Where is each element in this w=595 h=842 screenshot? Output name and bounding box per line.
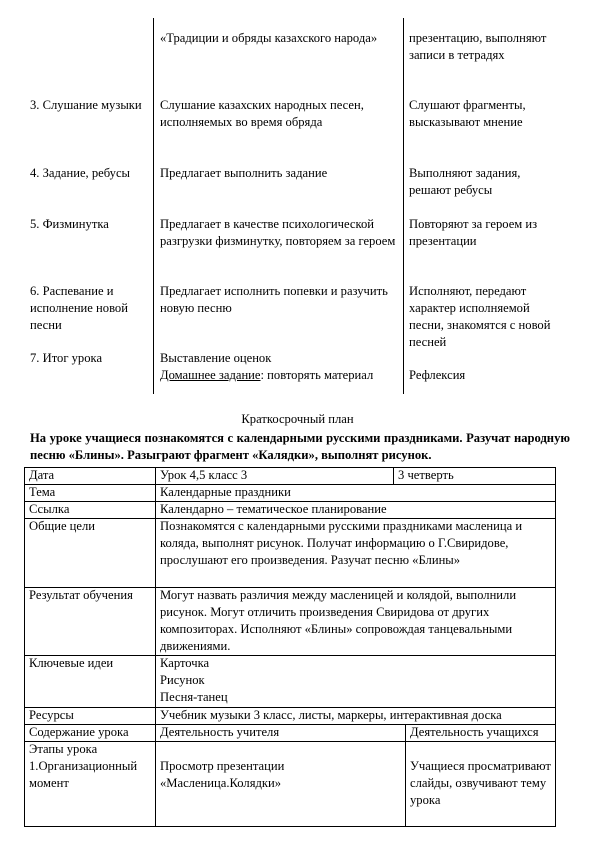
top-table-divider-1 [153,18,154,394]
plan-vline [405,724,406,827]
link-label: Ссылка [29,502,70,516]
plan-vline [24,467,25,827]
quarter-value: 3 четверть [398,468,454,482]
homework-line [160,367,400,384]
idea-item: Песня-танец [160,690,228,704]
top-table-divider-2 [403,18,404,394]
plan-hline [24,826,556,827]
idea-item: Рисунок [160,673,205,687]
plan-vline [155,467,156,827]
resources-label: Ресурсы [29,708,74,722]
stages-label: Этапы урока [29,742,98,756]
top-row4-teacher: Предлагает в качестве психологической разгрузки физминутку, повторяем за героем [160,217,396,248]
top-row6-stage: 7. Итог урока [30,351,103,365]
result-value: Могут назвать различия между масленицей и колядой, выполнили рисунок. Могут отличить произведения Свиридова от других композиторах. Исполняют «Блины» сопровождая танцевальными движениями. [160,588,517,653]
grades-text: Выставление оценок [160,351,272,365]
top-row4-stage: 5. Физминутка [30,217,109,231]
topic-label: Тема [29,485,56,499]
top-row5-stage: 6. Распевание и исполнение новой песни [30,284,128,332]
top-row3-stage: 4. Задание, ребусы [30,166,131,180]
top-row5-teacher: Предлагает исполнить попевки и разучить новую песню [160,284,388,315]
students-header: Деятельность учащихся [410,725,539,739]
top-row2-teacher: Слушание казахских народных песен, исполняемых во время обряда [160,98,364,129]
top-row6-students: Рефлексия [409,368,466,382]
top-row6-teacher [160,350,400,384]
homework-link[interactable]: Домашнее задание [160,368,261,382]
ideas-label: Ключевые идеи [29,656,114,670]
plan-hline [24,741,556,742]
plan-intro: На уроке учащиеся познакомятся с календарными русскими праздниками. Разучат народную песню «Блины». Разыграют фрагмент «Калядки», выполнят рисунок. [30,431,570,462]
stage1-students: Учащиеся просматривают слайды, озвучивают тему урока [410,759,551,807]
goals-value: Познакомятся с календарными русскими праздниками масленица и коляда, выполнят рисунок. Получат информацию о Г.Свиридове, прослушают его произведения. Разучат песню «Блины» [160,519,523,567]
stage1-label: 1.Организационный момент [29,759,138,790]
top-row3-teacher: Предлагает выполнить задание [160,166,328,180]
plan-title: Краткосрочный план [241,412,354,426]
homework-text: : повторять материал [260,368,374,382]
top-row5-students: Исполняют, передают характер исполняемой песни, знакомятся с новой песней [409,284,551,349]
resources-value: Учебник музыки 3 класс, листы, маркеры, интерактивная доска [160,708,502,722]
top-row2-stage: 3. Слушание музыки [30,98,142,112]
teacher-header: Деятельность учителя [160,725,280,739]
ideas-list [160,655,228,706]
plan-vline [393,467,394,484]
top-row4-students: Повторяют за героем из презентации [409,217,538,248]
plan-hline [24,467,556,468]
idea-item: Карточка [160,656,210,670]
top-row1-students: презентацию, выполняют записи в тетрадях [409,31,547,62]
goals-label: Общие цели [29,519,96,533]
link-value: Календарно – тематическое планирование [160,502,387,516]
result-label: Результат обучения [29,588,133,602]
date-value: Урок 4,5 класс 3 [160,468,248,482]
content-label: Содержание урока [29,725,129,739]
stage1-teacher: Просмотр презентации «Масленица.Колядки» [160,759,285,790]
topic-value: Календарные праздники [160,485,291,499]
top-row2-students: Слушают фрагменты, высказывают мнение [409,98,526,129]
date-label: Дата [29,468,55,482]
top-row3-students: Выполняют задания, решают ребусы [409,166,521,197]
top-row1-teacher: «Традиции и обряды казахского народа» [160,31,378,45]
